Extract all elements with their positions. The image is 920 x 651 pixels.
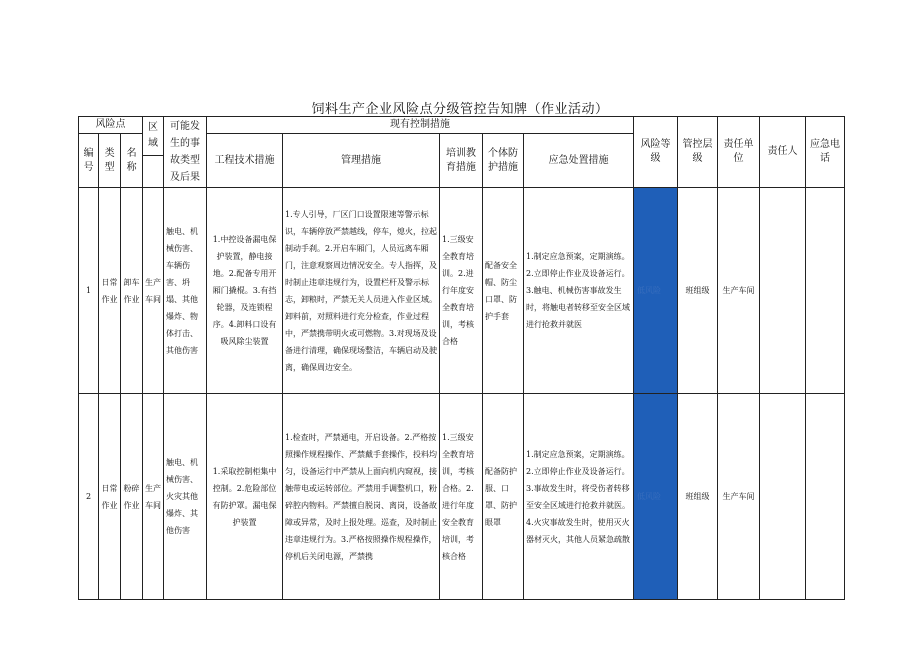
page-title: 饲料生产企业风险点分级管控告知牌（作业活动）	[311, 102, 609, 117]
cell-control-level: 班组级	[678, 188, 718, 394]
cell-risk-level: 低风险	[634, 394, 678, 600]
cell-ppe: 配备防护服、口罩、防护眼罩	[483, 394, 524, 600]
risk-control-table	[78, 116, 845, 600]
cell-emergency: 1.制定应急预案，定期演练。2.立即停止作业及设备运行。3.事故发生时，将受伤者转移至安全区域进行抢救并就医。4.火灾事故发生时，使用灭火器材灭火，其他人员紧急疏散	[524, 394, 634, 600]
cell-responsible-unit: 生产车间	[718, 394, 760, 600]
header-emergency-phone: 应急电话	[806, 117, 845, 188]
cell-management: 1.专人引导，厂区门口设置限速等警示标识，车辆停放严禁越线，停车，熄火，拉起制动手刹。2.开启车厢门，人员远离车厢门，注意观察周边情况安全。专人指挥，及时制止违章违规行为，设置栏杆及警示标志，卸粮时，严禁无关人员进入作业区域。卸料前，对照料进行充分检查，作业过程中，严禁携带明火或可燃物。3.对现场及设备进行清理，确保现场整洁，车辆启动及驶离，确保周边安全。	[283, 188, 440, 394]
cell-responsible-person	[760, 394, 806, 600]
cell-training: 1.三级安全教育培训，考核合格。2.进行年度安全教育培训，考核合格	[440, 394, 483, 600]
cell-area: 生产车间	[143, 188, 164, 394]
header-current-controls: 现有控制措施	[207, 117, 634, 134]
cell-risk-level: 低风险	[634, 188, 678, 394]
cell-accidents: 触电、机械伤害、火灾其他爆炸、其他伤害	[164, 394, 207, 600]
header-control-level: 管控层级	[678, 117, 718, 188]
header-area-spacer	[143, 156, 164, 188]
cell-accidents: 触电、机械伤害、车辆伤害、坍塌、其他爆炸、物体打击、其他伤害	[164, 188, 207, 394]
cell-name: 卸车作业	[121, 188, 143, 394]
cell-no: 2	[79, 394, 99, 600]
cell-name: 粉碎作业	[121, 394, 143, 600]
header-risk-point: 风险点	[79, 117, 143, 134]
header-responsible-person: 责任人	[760, 117, 806, 188]
table-row	[79, 394, 845, 600]
cell-emergency: 1.制定应急预案，定期演练。2.立即停止作业及设备运行。3.触电、机械伤害事故发生时，将触电者转移至安全区域进行抢救并就医	[524, 188, 634, 394]
header-risk-level: 风险等级	[634, 117, 678, 188]
header-training: 培训教育措施	[440, 134, 483, 188]
cell-no: 1	[79, 188, 99, 394]
cell-type: 日常作业	[99, 188, 121, 394]
cell-ppe: 配备安全帽、防尘口罩、防护手套	[483, 188, 524, 394]
cell-type: 日常作业	[99, 394, 121, 600]
header-area: 区域	[143, 117, 164, 156]
cell-responsible-unit: 生产车间	[718, 188, 760, 394]
cell-training: 1.三级安全教育培训。2.进行年度安全教育培训，考核合格	[440, 188, 483, 394]
cell-engineering: 1.中控设备漏电保护装置，静电接地。2.配备专用开厢门撬棍。3.有挡轮器，及连锁程序。4.卸料口设有吸风除尘装置	[207, 188, 283, 394]
cell-emergency-phone	[806, 394, 845, 600]
cell-engineering: 1.采取控制柜集中控制。2.危险部位有防护罩。漏电保护装置	[207, 394, 283, 600]
header-name: 名称	[121, 134, 143, 188]
cell-management: 1.检查时，严禁通电，开启设备。2.严格按照操作规程操作、严禁戴手套操作，投料均匀，设备运行中严禁从上面向机内窥视，接触带电或运转部位。严禁用手调整机口，粉碎腔内物料。严禁擅自脱岗、离岗，设备故障或异常，及时上报处理。巡查，及时制止违章违规行为。3.严格按照操作规程操作，停机后关闭电源，严禁携	[283, 394, 440, 600]
header-engineering: 工程技术措施	[207, 134, 283, 188]
cell-emergency-phone	[806, 188, 845, 394]
header-ppe: 个体防护措施	[483, 134, 524, 188]
table-row	[79, 188, 845, 394]
header-responsible-unit: 责任单位	[718, 117, 760, 188]
header-possible-accidents: 可能发生的事故类型及后果	[164, 117, 207, 188]
header-management: 管理措施	[283, 134, 440, 188]
header-emergency: 应急处置措施	[524, 134, 634, 188]
header-no: 编号	[79, 134, 99, 188]
header-type: 类型	[99, 134, 121, 188]
cell-control-level: 班组级	[678, 394, 718, 600]
header-row-1	[79, 117, 845, 134]
cell-responsible-person	[760, 188, 806, 394]
cell-area: 生产车间	[143, 394, 164, 600]
